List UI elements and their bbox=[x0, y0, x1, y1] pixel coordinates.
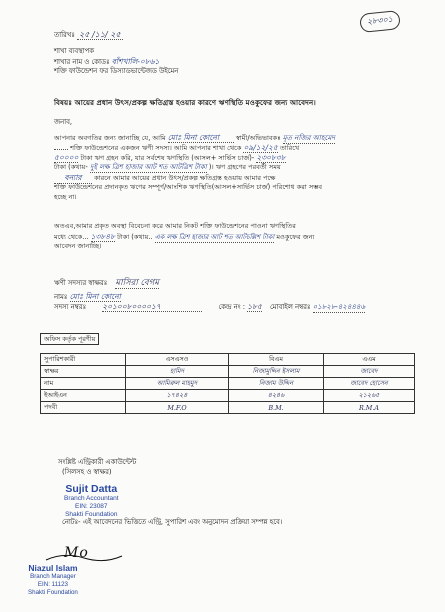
para2-line1: অতএব,আমার প্রকৃত অবস্থা বিবেচনা করে আমার নিকট শক্তি ফাউন্ডেশনের পাওনা ঋণস্থিতির bbox=[54, 222, 296, 230]
accountant-line2: (সিলসহ ও স্বাক্ষর) bbox=[62, 468, 112, 476]
table-row bbox=[41, 402, 415, 414]
manager-stamp-title: Branch Manager bbox=[30, 573, 76, 580]
para1-text: টাকা (কথায়- bbox=[54, 163, 88, 171]
table-cell: B.M. bbox=[229, 402, 324, 414]
subject-line: বিষয়ঃ আয়ের প্রধান উৎস/প্রকল্প ক্ষতিগ্রস্ত হওয়ার কারণে ঋণস্থিতি মওকুফের জন্য আবেদন। bbox=[54, 98, 316, 107]
para2-line3: আবেদন জানাচ্ছি। bbox=[54, 242, 102, 250]
para1-text: )। ঋণ গ্রহণের পরবর্তী সময় bbox=[208, 163, 281, 171]
member-sign-line bbox=[54, 279, 159, 289]
para1-text: কারনে আমার আয়ের প্রধান উৎস/প্রকল্প ক্ষতিগ্রস্ত হওয়ায় আমার পক্ষে bbox=[94, 174, 276, 182]
member-signature: মাসিরা বেগম bbox=[115, 278, 159, 288]
salutation: জনাব, bbox=[54, 118, 73, 126]
loan-date-fill: ০৯/১২/২৫ bbox=[243, 143, 278, 152]
table-cell: আমিরুল মাহমুদ bbox=[126, 378, 229, 390]
para2-text: টাকা (কথায়.. bbox=[117, 233, 153, 241]
accountant-stamp-title: Branch Accountant bbox=[64, 495, 119, 502]
cell-text: ইসলাম bbox=[281, 367, 300, 375]
center-number: ১৮৫ bbox=[247, 302, 262, 311]
balance-words-fill: দুই লক্ষ ত্রিশ হাজার আট শত আটত্রিশ টাকা bbox=[90, 163, 207, 173]
table-cell: ২১২৬৫ bbox=[324, 390, 415, 402]
para1-text: তারিখে bbox=[279, 144, 300, 152]
waiver-amount-fill: ১৩৮৪৮ bbox=[90, 232, 115, 241]
table-cell: ৪২৪৬ bbox=[229, 390, 324, 402]
member-name-line bbox=[54, 292, 121, 302]
table-cell: হামিদ bbox=[126, 366, 229, 378]
table-cell: জাবেদ হোসেন bbox=[324, 378, 415, 390]
branch-label: শাখার নাম ও কোডঃ bbox=[54, 58, 110, 66]
balance-fill: ২৩০৮৩৮ bbox=[256, 153, 286, 162]
table-cell: ১৭৪২৪ bbox=[126, 390, 229, 402]
para2-text: মওকুফের জন্য bbox=[276, 233, 315, 241]
waiver-words-fill: এক লক্ষ ত্রিশ হাজার আট শত আটচল্লিশ টাকা bbox=[155, 233, 275, 243]
row-label: নাম bbox=[41, 378, 126, 390]
manager-stamp-name: Niazul Islam bbox=[28, 563, 78, 573]
para1-text: টাকা ঋণ গ্রহন করি, যার সর্বশেষ ঋণস্থিতি (আসল+ সার্ভিস চার্জ)- bbox=[80, 154, 255, 162]
cell-text: নিজামুদ্দিন bbox=[252, 367, 280, 375]
accountant-stamp bbox=[64, 483, 119, 519]
member-sign-label: ঋণী সদস্যর স্বাক্ষরঃ bbox=[54, 279, 108, 287]
mobile-label: মোবাইল নম্বরঃ bbox=[270, 303, 311, 311]
addressee-line1: শাখা ব্যবস্থাপক bbox=[54, 47, 94, 55]
table-header: এএম bbox=[324, 354, 415, 366]
manager-stamp-org: Shakti Foundation bbox=[28, 589, 78, 596]
member-no-label: সদস্য নম্বরঃ bbox=[54, 303, 87, 311]
addressee-line2 bbox=[54, 57, 159, 67]
para1-line6: শক্তি ফাউন্ডেশনের প্রদানকৃত ঋণের সম্পূর্ণ/আংশিক ঋণস্থিতি(আসল+সার্ভিস চার্জ) পরিশোধ করা সম্ভব bbox=[54, 183, 323, 191]
date-label: তারিখঃ bbox=[54, 31, 75, 39]
table-header: বিএম bbox=[229, 354, 324, 366]
recommendation-table bbox=[40, 353, 415, 414]
accountant-stamp-name: Sujit Datta bbox=[65, 483, 118, 495]
table-header: সুপারিশকারী bbox=[41, 354, 126, 366]
date-value: ২৫ /১১/ ২৫ bbox=[79, 30, 121, 39]
table-row bbox=[41, 390, 415, 402]
accountant-stamp-ein: EIN: 23087 bbox=[75, 503, 108, 510]
branch-code: বাঁশখালি-০৮৬১ bbox=[111, 57, 160, 66]
para1-line3 bbox=[54, 153, 286, 163]
borrower-name-fill: মোঃ মিনা কোনো bbox=[168, 133, 234, 143]
table-cell: R.M.A bbox=[324, 402, 415, 414]
manager-signature: Mo bbox=[64, 545, 89, 561]
guardian-name-fill: মৃত নজির আহমেদ bbox=[283, 134, 335, 144]
table-row bbox=[41, 378, 415, 390]
corner-mark: ২৮৩০১ bbox=[359, 10, 401, 33]
row-label: ইআইএন bbox=[41, 390, 126, 402]
para1-text: স্বামী/অভিভাবকঃ bbox=[235, 134, 281, 142]
row-label: স্বাক্ষর bbox=[41, 366, 126, 378]
para1-line4 bbox=[54, 163, 281, 173]
member-name-label: নামঃ bbox=[54, 293, 68, 301]
table-cell: M.F.O bbox=[126, 402, 229, 414]
footer-note: নোটঃ- এই আবেদনের ভিত্তিতে এন্ট্রি, সুপারিশ এবং অনুমোদন প্রক্রিয়া সম্পন্ন হবে। bbox=[62, 518, 283, 526]
member-name: মোঃ মিনা কোনো bbox=[69, 292, 121, 301]
date-line bbox=[54, 30, 123, 40]
para1-text: আপনার অবগতির জন্য জানাচ্ছি যে, আমি bbox=[54, 134, 166, 142]
para2-text: মধ্যে থেকে... bbox=[54, 233, 89, 241]
row-label: পদবী bbox=[41, 402, 126, 414]
table-header: এসএসও bbox=[126, 354, 229, 366]
member-number-line bbox=[54, 302, 365, 313]
addressee-line3: শক্তি ফাউন্ডেশন ফর ডিস্যাডভান্টেজড উইমেন bbox=[54, 67, 179, 75]
accountant-stamp-org: Shakti Foundation bbox=[65, 511, 118, 518]
table-cell: নিজাম উদ্দিন bbox=[229, 378, 324, 390]
accountant-line1: সংশ্লিষ্ট এন্ট্রিকারী একাউন্টেন্ট bbox=[58, 458, 137, 466]
para1-line2 bbox=[54, 143, 299, 153]
manager-stamp-ein: EIN: 11123 bbox=[37, 581, 68, 588]
center-label: কেন্দ্র নং : bbox=[218, 303, 246, 311]
loan-amount-fill: ৫০০০০ bbox=[54, 153, 79, 162]
member-number: ২০১০০৮০০০০১৭ bbox=[102, 302, 202, 312]
table-cell: জাবেদ bbox=[324, 366, 415, 378]
table-cell bbox=[229, 366, 324, 378]
table-row bbox=[41, 366, 415, 378]
mobile-number: ০১৮২৮-৪২৪৪৪৬ bbox=[312, 303, 366, 311]
para1-text: শক্তি ফাউন্ডেশনের একজন ঋণী সদস্য। আমি আপনার শাখা থেকে bbox=[70, 144, 242, 152]
para1-line7: হচ্ছে না। bbox=[54, 193, 77, 201]
table-header-row bbox=[41, 354, 415, 366]
reason-fill: বন্যার bbox=[64, 173, 82, 182]
manager-stamp bbox=[28, 563, 78, 597]
office-use-box: অফিস কর্তৃক পূরণীয় bbox=[40, 333, 99, 345]
